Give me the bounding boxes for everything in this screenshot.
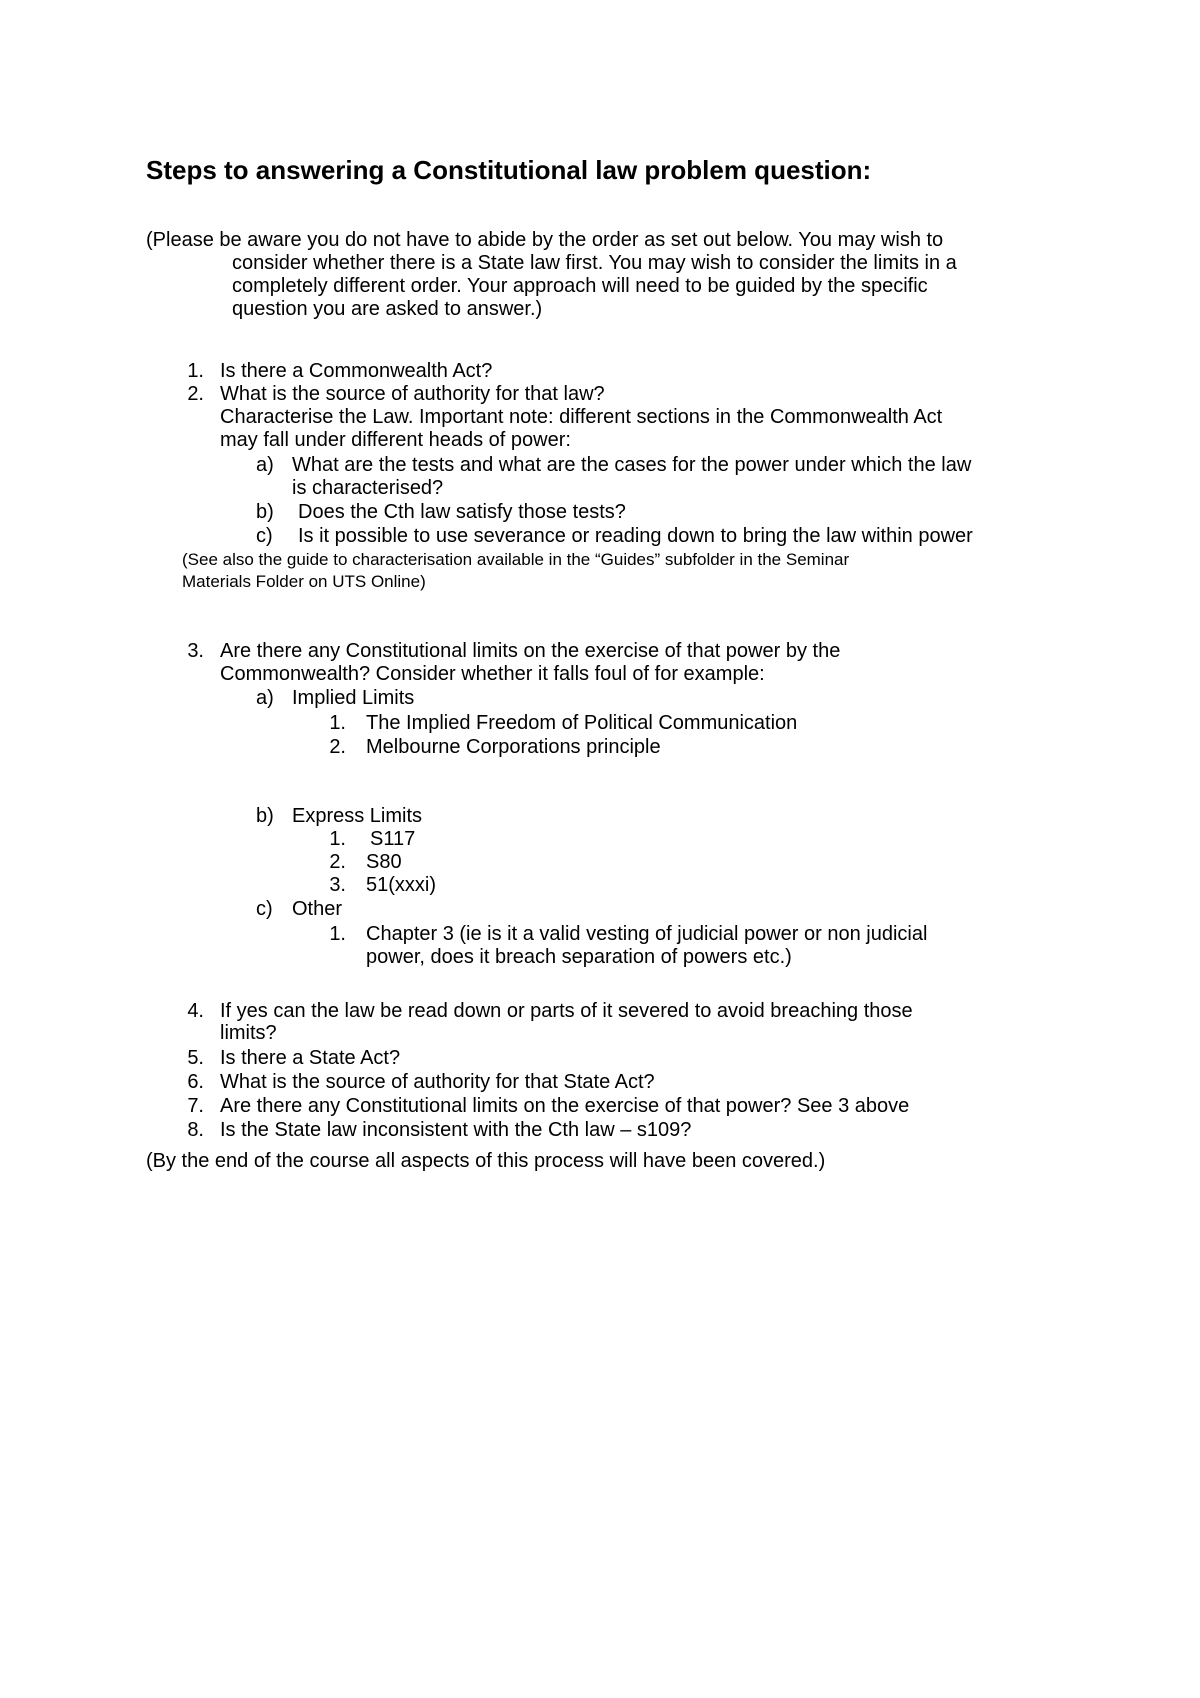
page-title: Steps to answering a Constitutional law problem question: — [146, 155, 872, 185]
step-8-text: Is the State law inconsistent with the Cth law – s109? — [220, 1119, 692, 1141]
step-2-guide-line-2: Materials Folder on UTS Online) — [182, 572, 426, 591]
step-2c-letter: c) — [256, 525, 273, 547]
step-2b-line-1: Does the Cth law satisfy those tests? — [298, 501, 626, 523]
step-3c-letter: c) — [256, 898, 273, 920]
step-2-note-line-1: Characterise the Law. Important note: different sections in the Commonwealth Act — [220, 406, 943, 428]
step-2-text: What is the source of authority for that law? — [220, 383, 605, 405]
intro-line-4: question you are asked to answer.) — [232, 298, 543, 320]
intro-line-3: completely different order. Your approach will need to be guided by the specific — [232, 275, 928, 297]
step-1-text: Is there a Commonwealth Act? — [220, 360, 493, 382]
step-5-text: Is there a State Act? — [220, 1047, 401, 1069]
step-2a-line-1: What are the tests and what are the cases for the power under which the law — [292, 454, 972, 476]
step-4-number: 4. — [187, 1000, 204, 1022]
intro-line-2: consider whether there is a State law first. You may wish to consider the limits in a — [232, 252, 957, 274]
step-3c-item-1-line-1: Chapter 3 (ie is it a valid vesting of judicial power or non judicial — [366, 923, 928, 945]
step-4-line-1: If yes can the law be read down or parts of it severed to avoid breaching those — [220, 1000, 913, 1022]
step-3b-item-2-number: 2. — [329, 851, 346, 873]
step-3a-label: Implied Limits — [292, 687, 415, 709]
step-3a-item-2-text: Melbourne Corporations principle — [366, 736, 661, 758]
step-3-number: 3. — [187, 640, 204, 662]
step-2b-letter: b) — [256, 501, 274, 523]
step-3a-item-1-number: 1. — [329, 712, 346, 734]
step-3c-label: Other — [292, 898, 343, 920]
step-7-text: Are there any Constitutional limits on the exercise of that power? See 3 above — [220, 1095, 910, 1117]
step-3c-item-1-number: 1. — [329, 923, 346, 945]
step-3b-item-1-text: S117 — [370, 828, 416, 850]
step-6-text: What is the source of authority for that State Act? — [220, 1071, 655, 1093]
step-3a-item-2-number: 2. — [329, 736, 346, 758]
step-3a-letter: a) — [256, 687, 274, 709]
step-2c-line-1: Is it possible to use severance or reading down to bring the law within power — [298, 525, 973, 547]
step-3a-item-1-text: The Implied Freedom of Political Communication — [366, 712, 798, 734]
closing-note: (By the end of the course all aspects of this process will have been covered.) — [146, 1150, 826, 1172]
step-2-guide-line-1: (See also the guide to characterisation available in the “Guides” subfolder in the Seminar — [182, 550, 850, 569]
step-5-number: 5. — [187, 1047, 204, 1069]
step-3b-label: Express Limits — [292, 805, 423, 827]
step-2-number: 2. — [187, 383, 204, 405]
step-4-line-2: limits? — [220, 1022, 277, 1044]
step-3b-item-3-text: 51(xxxi) — [366, 874, 437, 896]
step-3c-item-1-line-2: power, does it breach separation of powers etc.) — [366, 946, 792, 968]
step-6-number: 6. — [187, 1071, 204, 1093]
step-1-number: 1. — [187, 360, 204, 382]
step-7-number: 7. — [187, 1095, 204, 1117]
step-8-number: 8. — [187, 1119, 204, 1141]
intro-line-1: (Please be aware you do not have to abide by the order as set out below. You may wish to — [146, 229, 944, 251]
step-3b-item-3-number: 3. — [329, 874, 346, 896]
step-3b-item-2-text: S80 — [366, 851, 402, 873]
step-3-line-1: Are there any Constitutional limits on the exercise of that power by the — [220, 640, 841, 662]
step-3b-item-1-number: 1. — [329, 828, 346, 850]
step-2a-line-2: is characterised? — [292, 477, 444, 499]
step-3b-letter: b) — [256, 805, 274, 827]
step-2a-letter: a) — [256, 454, 274, 476]
step-2-note-line-2: may fall under different heads of power: — [220, 429, 571, 451]
step-3-line-2: Commonwealth? Consider whether it falls foul of for example: — [220, 663, 765, 685]
